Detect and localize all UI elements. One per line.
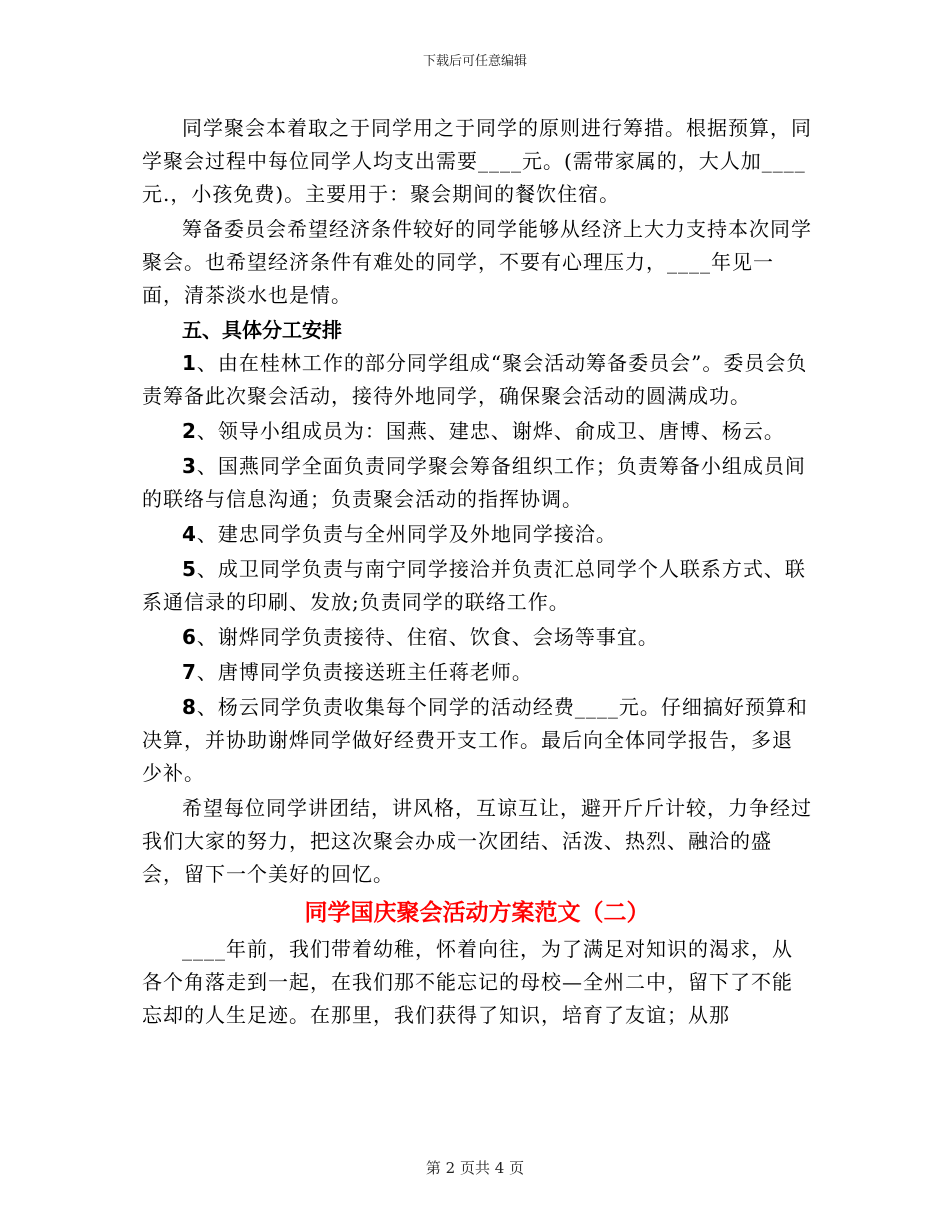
list-item-text: 、领导小组成员为：国燕、建忠、谢烨、俞成卫、唐博、杨云。 [196, 419, 785, 443]
document-body [142, 112, 812, 1034]
paragraph-budget: 同学聚会本着取之于同学用之于同学的原则进行筹措。根据预算，同学聚会过程中每位同学人均支出需要____元。(需带家属的，大人加____元.，小孩免费)。主要用于：聚会期间的餐饮住宿。 [142, 116, 812, 206]
section-heading-5: 五、具体分工安排 [182, 318, 342, 342]
paragraph-memory: ____年前，我们带着幼稚，怀着向往，为了满足对知识的渴求，从各个角落走到一起，在我们那不能忘记的母校—全州二中，留下了不能忘却的人生足迹。在那里，我们获得了知识，培育了友谊；从那 [142, 937, 793, 1027]
list-item-number: 4 [182, 522, 197, 546]
paragraph-hope: 希望每位同学讲团结，讲风格，互谅互让，避开斤斤计较，力争经过我们大家的努力，把这次聚会办成一次团结、活泼、热烈、融洽的盛会，留下一个美好的回忆。 [142, 796, 812, 886]
list-item [142, 347, 812, 413]
section-title: 同学国庆聚会活动方案范文（二） [304, 900, 650, 926]
paragraph-support: 筹备委员会希望经济条件较好的同学能够从经济上大力支持本次同学聚会。也希望经济条件有难处的同学，不要有心理压力，____年见一面，清茶淡水也是情。 [142, 217, 812, 307]
list-item-text: 、唐博同学负责接送班主任蒋老师。 [196, 660, 533, 684]
page-header: 下载后可任意编辑 [422, 54, 527, 69]
list-item-text: 、由在桂林工作的部分同学组成“聚会活动筹备委员会”。委员会负责筹备此次聚会活动，接待外地同学，确保聚会活动的圆满成功。 [142, 351, 808, 408]
list-item [142, 415, 812, 448]
list-item-text: 、建忠同学负责与全州同学及外地同学接洽。 [196, 522, 617, 546]
list-item [142, 450, 812, 516]
list-item-text: 、谢烨同学负责接待、住宿、饮食、会场等事宜。 [196, 625, 659, 649]
list-item [142, 691, 812, 790]
page-footer: 第 2 页共 4 页 [425, 1159, 525, 1177]
list-item-text: 、国燕同学全面负责同学聚会筹备组织工作；负责筹备小组成员间的联络与信息沟通；负责聚会活动的指挥协调。 [142, 454, 806, 511]
list-item-number: 6 [182, 625, 197, 649]
list-item-number: 8 [182, 695, 197, 719]
list-item-number: 1 [182, 351, 197, 375]
list-item [142, 553, 812, 619]
list-item-number: 5 [182, 557, 197, 581]
list-item [142, 656, 812, 689]
list-item-number: 7 [182, 660, 197, 684]
list-item-number: 3 [182, 454, 197, 478]
list-item [142, 518, 812, 551]
list-item-number: 2 [182, 419, 197, 443]
list-item-text: 、成卫同学负责与南宁同学接洽并负责汇总同学个人联系方式、联系通信录的印刷、发放;负责同学的联络工作。 [142, 557, 806, 614]
list-item-text: 、杨云同学负责收集每个同学的活动经费____元。仔细搞好预算和决算，并协助谢烨同学做好经费开支工作。最后向全体同学报告，多退少补。 [142, 695, 808, 785]
list-item [142, 621, 812, 654]
